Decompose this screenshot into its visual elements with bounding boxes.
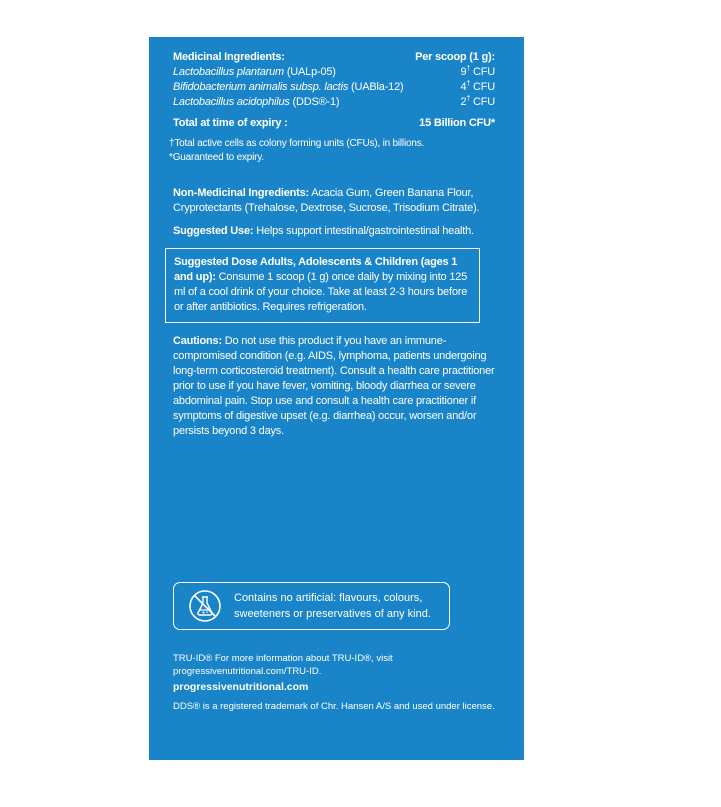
truid-url: progressivenutritional.com/TRU-ID.: [173, 666, 322, 677]
ingredient-strain: (UALp-05): [283, 66, 336, 78]
label-footer: [173, 652, 503, 713]
footnote-cfu: †Total active cells as colony forming units (CFUs), in billions.: [169, 138, 425, 149]
total-label: Total at time of expiry :: [173, 117, 288, 129]
ingredient-amount: 2† CFU: [460, 95, 495, 108]
non-medicinal-ingredients: [173, 186, 495, 216]
ingredient-row: [173, 65, 495, 80]
ingredients-header: [173, 50, 495, 65]
suggested-dose-label: Suggested Dose Adults, Adolescents & Children (ages 1 and up):: [174, 256, 458, 283]
no-artificial-box: [173, 582, 450, 630]
ingredient-name: Lactobacillus plantarum: [173, 66, 284, 78]
ingredient-name: Bifidobacterium animalis subsp. lactis: [173, 81, 349, 93]
non-medicinal-label: Non-Medicinal Ingredients:: [173, 187, 309, 199]
no-artificial-text: Contains no artificial: flavours, colours, sweeteners or preservatives of any kind.: [234, 592, 431, 620]
suggested-use: [173, 224, 495, 239]
suggested-dose-box: [165, 248, 480, 323]
ingredient-name: Lactobacillus acidophilus: [173, 96, 290, 108]
non-medicinal-text: Acacia Gum, Green Banana Flour, Cryprotectants (Trehalose, Dextrose, Sucrose, Trisodium Citrate).: [173, 187, 480, 214]
total-row: [173, 116, 495, 131]
ingredient-row: [173, 80, 495, 95]
ingredient-strain: (DDS®-1): [289, 96, 340, 108]
cautions-label: Cautions:: [173, 335, 222, 347]
per-scoop-heading: Per scoop (1 g):: [415, 51, 495, 63]
website-link: progressivenutritional.com: [173, 681, 309, 693]
suggested-use-label: Suggested Use:: [173, 225, 254, 237]
cautions: [173, 334, 495, 439]
truid-info: TRU-ID® For more information about TRU-ID®, visit: [173, 653, 393, 664]
suggested-dose-text: Consume 1 scoop (1 g) once daily by mixing into 125 ml of a cool drink of your choice. Take at least 2-3 hours before or after antibiotics. Requires refrigeration.: [174, 271, 468, 313]
ingredient-amount: 9† CFU: [460, 65, 495, 78]
medicinal-ingredients-heading: Medicinal Ingredients:: [173, 51, 285, 63]
label-panel: [149, 37, 524, 760]
footnotes: [169, 137, 495, 165]
total-value: 15 Billion CFU*: [419, 117, 495, 129]
ingredient-amount: 4† CFU: [460, 80, 495, 93]
suggested-use-text: Helps support intestinal/gastrointestinal health.: [253, 225, 474, 237]
trademark-notice: DDS® is a registered trademark of Chr. Hansen A/S and used under license.: [173, 701, 495, 712]
no-artificial-flask-icon: [188, 589, 222, 623]
cautions-text: Do not use this product if you have an immune-compromised condition (e.g. AIDS, lymphoma, patients undergoing long-term corticosteroid treatment). Consult a health care practitioner prior to use if you have fever, vomiting, bloody diarrhea or severe abdominal pain. Stop use and consult a health care practitioner if symptoms of digestive upset (e.g. diarrhea) occur, worsen and/or persists beyond 3 days.: [173, 335, 495, 437]
label-content: [169, 50, 495, 439]
footnote-expiry: *Guaranteed to expiry.: [169, 152, 264, 163]
ingredient-row: [173, 95, 495, 110]
ingredient-strain: (UABla-12): [348, 81, 404, 93]
